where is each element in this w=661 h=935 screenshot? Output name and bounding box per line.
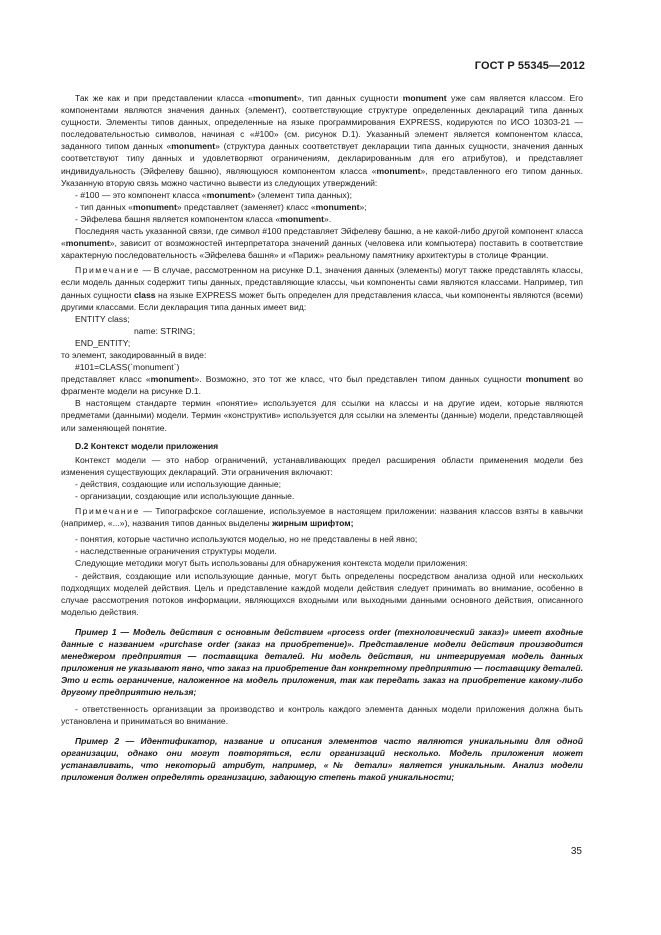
standard-header: ГОСТ Р 55345—2012 (474, 60, 585, 72)
code-line: ENTITY class; (75, 313, 130, 324)
text: », тип данных сущности (296, 93, 403, 103)
text: уже сам является классом. Его компонентами являются значения данных (элемент), соответствующие структуре определенных деклараций типа данных сущности. Элементы типов данных, определенные на языке программирования EXPRESS, кодируются по ИСО 10303-21 — последовательностью символов, начиная с «#100» (см. рисунок D.1). Указанный элемент является компонентом класса, заданного типом данных « (61, 93, 583, 152)
bold-text: жирным шрифтом; (272, 518, 354, 529)
note-label: Примечание (75, 506, 140, 517)
text: Последняя часть указанной связи, где символ #100 представляет Эйфелеву башню, а не какой-либо другой компонент класса « (61, 226, 583, 249)
paragraph-interpretation (61, 225, 583, 261)
note-label: Примечание (75, 265, 140, 276)
text: — Типографское соглашение, используемое в настоящем приложении: названия классов взяты в кавычки (например, «...»), названия типов данных выделены (61, 506, 583, 529)
paragraph-class-monument (61, 92, 583, 189)
text: » (элемент типа данных); (250, 189, 352, 200)
text: »; (359, 201, 367, 212)
example-1: Пример 1 — Модель действия с основным действием «process order (технологический заказ)» имеет входные данные с названием «purchase order (заказ на приобретение)». Представление модели действия производится менеджером предприятия — поставщика деталей. Ни модель действия, ни интегрируемая модель данных приложения не указывают явно, что заказ на приобретение дан конкретному предприятию — поставщику деталей. Это и есть ограничение, наложенное на модель приложения, так как передать заказ на приобретение какому-либо другому предприятию нельзя; (61, 626, 583, 698)
term-monument: monument (525, 374, 570, 385)
page-body (61, 92, 583, 787)
text: представляет класс « (61, 374, 151, 385)
text: Так же как и при представлении класса « (75, 93, 253, 103)
term-monument: monument (171, 141, 216, 152)
term-class: class (134, 289, 156, 300)
text: », зависит от возможностей интерпретатора значений данных (человека или компьютера) поставить в соответствие характерную последовательность «Эйфелева башня» и «Париж» реальному памятнику архитектуры в столице Франции. (61, 238, 583, 261)
page-number: 35 (570, 846, 582, 857)
text-line: то элемент, закодированный в виде: (61, 349, 207, 360)
list-item: - понятия, которые частично используются моделью, но не представлены в ней явно; (75, 534, 418, 545)
code-line: name: STRING; (134, 325, 196, 336)
term-monument: monument (280, 213, 325, 224)
list-item: - наследственные ограничения структуры модели. (75, 546, 277, 557)
text: — В случае, рассмотренном на рисунке D.1, значения данных (элементы) могут также представлять классы, если модель данных содержит типы данных, представляющие классы, чьи компоненты сами являются классами. Например, тип данных сущности (61, 265, 583, 300)
list-item (61, 201, 583, 213)
paragraph-activities: - действия, создающие или использующие данные, могут быть определены посредством анализа одной или нескольких подходящих моделей действия. Цель и представление каждой модели действия следует принимать во внимание, особенно в случае рассмотрения потоков информации, являющихся входными или выходными данными основного действия, описанного моделью действия. (61, 570, 583, 617)
text: », представленного его типом данных. Указанную вторую связь можно частично вывести из следующих утверждений: (61, 165, 583, 188)
term-monument: monument (315, 201, 360, 212)
list-item: - действия, создающие или использующие данные; (75, 478, 282, 489)
term-monument: monument (206, 189, 251, 200)
note-class-entity (61, 264, 583, 312)
text: - Эйфелева башня является компонентом класса « (75, 213, 281, 224)
example-2: Пример 2 — Идентификатор, название и описания элементов часто являются уникальными для одной организации, однако они могут повторяться, если организаций несколько. Модель приложения может устанавливать, что некоторый атрибут, например, «№ детали» является уникальным. Анализ модели приложения должен определять организацию, задающую степень такой уникальности; (61, 735, 583, 782)
term-monument: monument (132, 201, 177, 212)
list-item (61, 213, 583, 225)
code-line: END_ENTITY; (75, 337, 131, 348)
list-item (61, 189, 583, 201)
code-line: #101=CLASS(`monument`) (75, 362, 180, 373)
paragraph-terms: В настоящем стандарте термин «понятие» используется для ссылки на классы и на другие идеи, которые являются предметами (данными) модели. Термин «конструктив» используется для ссылки на элементы (данные) модели, представляющей или заменяющей понятие. (61, 398, 583, 433)
term-monument: monument (252, 93, 297, 103)
paragraph-responsibility: - ответственность организации за производство и контроль каждого элемента данных модели приложения должна быть установлена и приниматься во внимание. (61, 703, 583, 726)
term-monument: monument (150, 374, 195, 385)
text: - тип данных « (75, 201, 133, 212)
paragraph-methods: Следующие методики могут быть использованы для обнаружения контекста модели приложения: (75, 558, 468, 569)
section-heading: D.2 Контекст модели приложения (75, 440, 219, 451)
text: ». (324, 213, 332, 224)
text: » представляет (заменяет) класс « (176, 201, 316, 212)
text: на языке EXPRESS может быть определен для представления класса, чьи компоненты являются (всеми) другими классами. Если декларация типа данных имеет вид: (61, 289, 583, 312)
term-monument: monument (402, 93, 447, 103)
text: ». Возможно, это тот же класс, что был представлен типом данных сущности (194, 374, 526, 385)
paragraph-represents-class (61, 373, 583, 397)
term-monument: monument (376, 165, 421, 176)
list-item: - организации, создающие или использующие данные. (75, 491, 295, 501)
text: во фрагменте модели на рисунке D.1. (61, 374, 584, 397)
note-typography (61, 505, 583, 529)
text: » (структура данных соответствует декларации типа данных сущности, значения данных соответствуют типу данных и удовлетворяют ограничениям, декларированным для его атрибутов), и представляет индивидуальность (Эйфелеву башню), являющуюся компонентом класса « (61, 141, 583, 176)
paragraph-model-context: Контекст модели — это набор ограничений, устанавливающих предел расширения области применения модели без изменения существующих деклараций. Эти ограничения включают: (61, 454, 583, 477)
text: - #100 — это компонент класса « (75, 189, 207, 200)
term-monument: monument (65, 238, 110, 249)
